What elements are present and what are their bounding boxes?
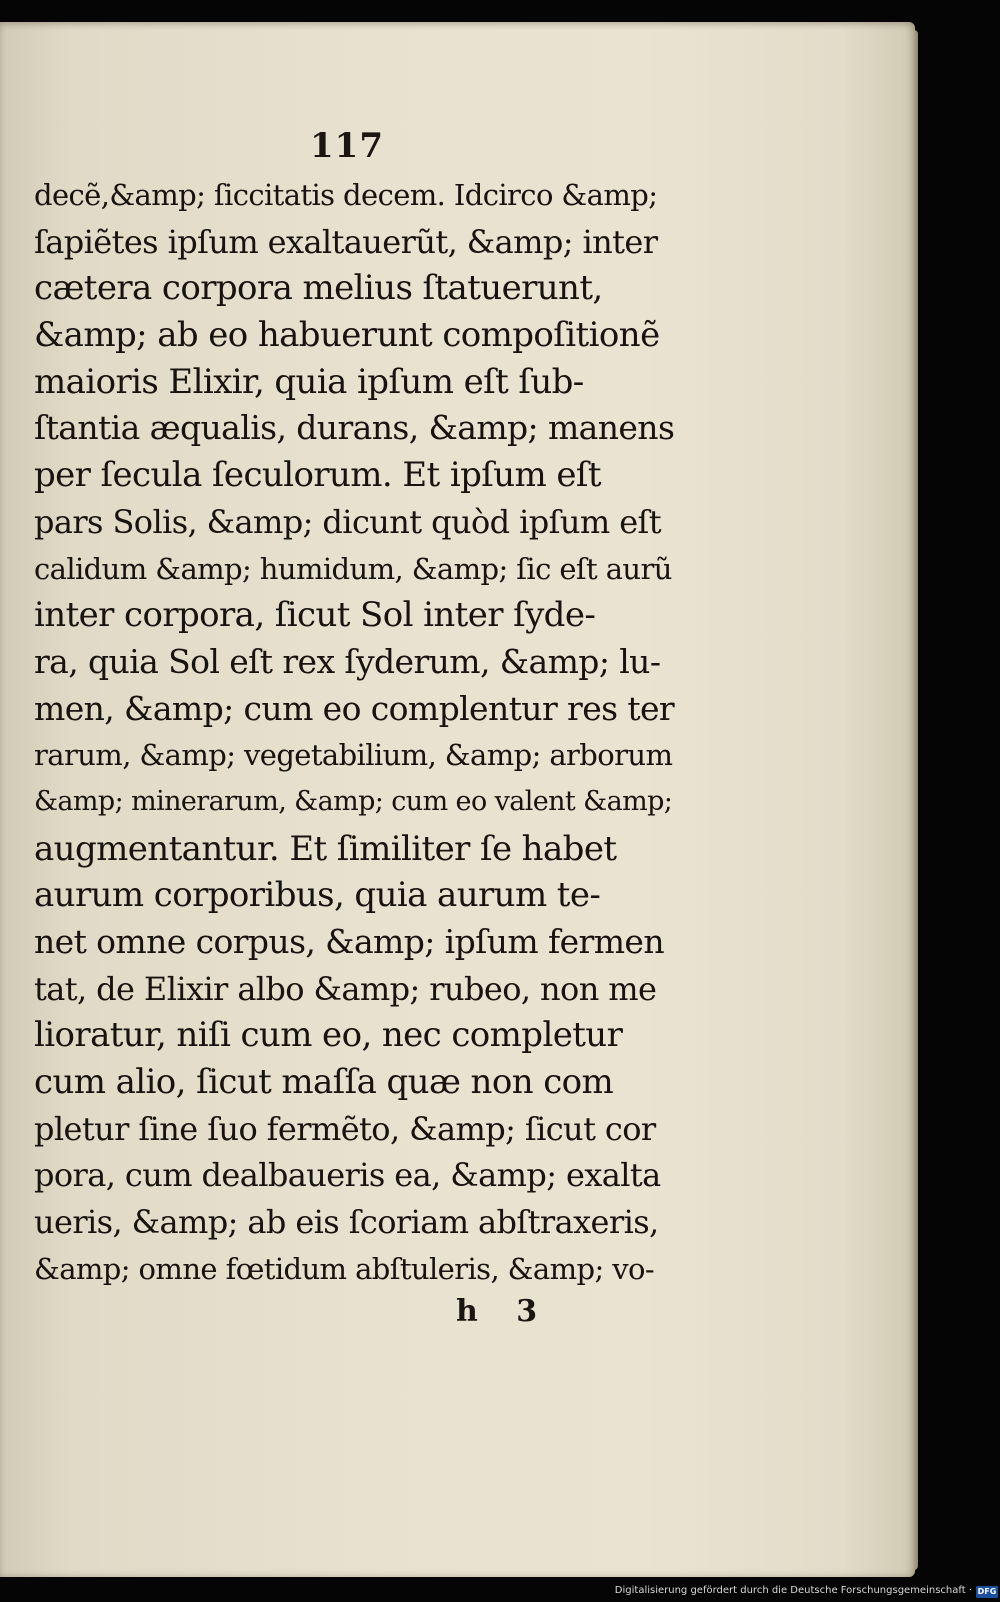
- text-line: per ſecula ſeculorum. Et ipſum eſt: [34, 455, 601, 496]
- page-edge: [912, 30, 918, 1570]
- text-line: ueris, &amp; ab eis ſcoriam abſtraxeris,: [34, 1203, 659, 1242]
- text-line: inter corpora, ſicut Sol inter ſyde-: [34, 595, 596, 636]
- text-line: lioratur, niſi cum eo, nec completur: [34, 1015, 623, 1056]
- text-line: net omne corpus, &amp; ipſum fermen: [34, 922, 664, 961]
- text-line: ſapiẽtes ipſum exaltauerũt, &amp; inter: [34, 222, 658, 261]
- text-line: cum alio, ſicut maſſa quæ non com: [34, 1062, 614, 1103]
- text-line: rarum, &amp; vegetabilium, &amp; arborum: [34, 738, 673, 773]
- text-line: ra, quia Sol eſt rex ſyderum, &amp; lu-: [34, 641, 661, 681]
- text-line: cætera corpora melius ſtatuerunt,: [34, 268, 603, 309]
- text-line: &amp; omne fœtidum abſtuleris, &amp; vo-: [34, 1251, 655, 1286]
- text-line: men, &amp; cum eo complentur res ter: [34, 688, 675, 728]
- text-line: augmentantur. Et ſimiliter ſe habet: [34, 828, 617, 869]
- page-number: 117: [310, 126, 384, 166]
- dfg-logo: DFG: [977, 1587, 997, 1596]
- text-line: &amp; minerarum, &amp; cum eo valent &amp;: [34, 785, 673, 817]
- text-line: pora, cum dealbaueris ea, &amp; exalta: [34, 1156, 661, 1195]
- text-line: tat, de Elixir albo &amp; rubeo, non me: [34, 969, 657, 1008]
- text-line: decẽ,&amp; ſiccitatis decem. Idcirco &amp;: [34, 178, 658, 212]
- digitization-credit: Digitalisierung gefördert durch die Deutsche Forschungsgemeinschaft ·: [614, 1585, 972, 1596]
- text-line: &amp; ab eo habuerunt compoſitionẽ: [34, 315, 660, 356]
- text-line: ſtantia æqualis, durans, &amp; manens: [34, 408, 675, 448]
- text-line: calidum &amp; humidum, &amp; ſic eſt aurũ: [34, 551, 672, 586]
- text-block: [34, 172, 674, 1293]
- text-line: aurum corporibus, quia aurum te-: [34, 875, 601, 916]
- text-line: pletur ſine ſuo fermẽto, &amp; ſicut cor: [34, 1109, 656, 1148]
- text-line: pars Solis, &amp; dicunt quòd ipſum eſt: [34, 502, 662, 541]
- signature-mark: h 3: [456, 1294, 538, 1329]
- text-line: maioris Elixir, quia ipſum eſt ſub-: [34, 361, 584, 402]
